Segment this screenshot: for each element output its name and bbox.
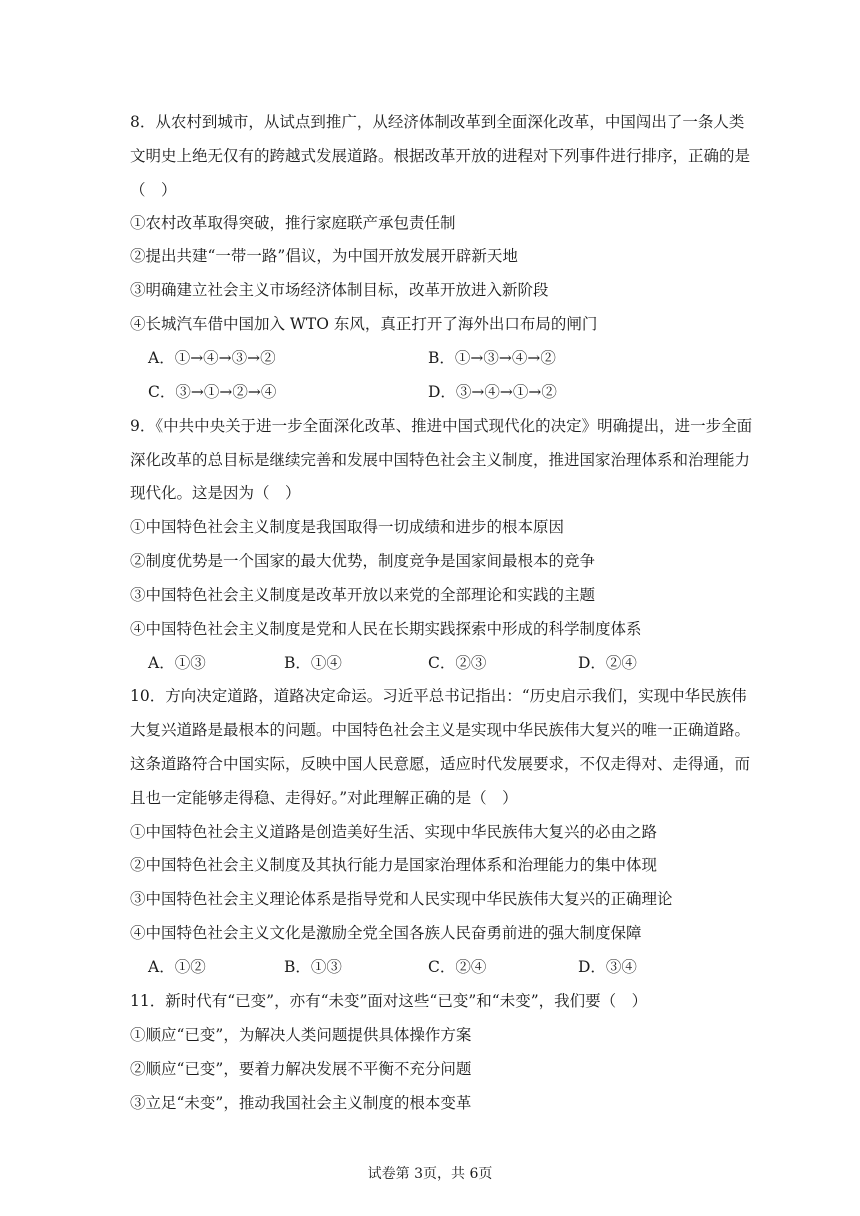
statement-item: ①顺应“已变”，为解决人类问题提供具体操作方案	[130, 1026, 472, 1044]
option-d[interactable]: D．②④	[578, 654, 637, 672]
question-stem-line: 9．《中共中央关于进一步全面深化改革、推进中国式现代化的决定》明确提出，进一步全面	[130, 417, 753, 435]
question-stem-line: 11．新时代有“已变”，亦有“未变”面对这些“已变”和“未变”，我们要（ ）	[130, 992, 648, 1010]
option-b[interactable]: B．①④	[284, 654, 342, 672]
option-a[interactable]: A．①→④→③→②	[148, 349, 276, 367]
question-stem-line: 文明史上绝无仅有的跨越式发展道路。根据改革开放的进程对下列事件进行排序，正确的是	[130, 147, 751, 165]
statement-item: ③立足“未变”，推动我国社会主义制度的根本变革	[130, 1094, 472, 1112]
option-c[interactable]: C．②③	[428, 654, 487, 672]
statement-item: ②中国特色社会主义制度及其执行能力是国家治理体系和治理能力的集中体现	[130, 856, 658, 874]
option-b[interactable]: B．①③	[284, 958, 342, 976]
statement-item: ④中国特色社会主义文化是激励全党全国各族人民奋勇前进的强大制度保障	[130, 924, 642, 942]
option-b[interactable]: B．①→③→④→②	[428, 349, 556, 367]
statement-item: ①农村改革取得突破，推行家庭联产承包责任制	[130, 214, 456, 232]
question-stem-line: 大复兴道路是最根本的问题。中国特色社会主义是实现中华民族伟大复兴的唯一正确道路。	[130, 721, 751, 739]
question-stem-line: 8．从农村到城市，从试点到推广，从经济体制改革到全面深化改革，中国闯出了一条人类	[130, 113, 745, 131]
question-stem-line: 10．方向决定道路，道路决定命运。习近平总书记指出：“历史启示我们，实现中华民族伟	[130, 687, 747, 705]
statement-item: ②顺应“已变”，要着力解决发展不平衡不充分问题	[130, 1060, 472, 1078]
question-stem-line: 深化改革的总目标是继续完善和发展中国特色社会主义制度，推进国家治理体系和治理能力	[130, 451, 751, 469]
question-stem-line: （ ）	[130, 181, 177, 199]
option-c[interactable]: C．②④	[428, 958, 487, 976]
statement-item: ③明确建立社会主义市场经济体制目标，改革开放进入新阶段	[130, 281, 549, 299]
question-stem-line: 且也一定能够走得稳、走得好。”对此理解正确的是（ ）	[130, 789, 518, 807]
statement-item: ③中国特色社会主义理论体系是指导党和人民实现中华民族伟大复兴的正确理论	[130, 890, 673, 908]
page-footer: 试卷第 3页，共 6页	[367, 1166, 493, 1182]
statement-item: ③中国特色社会主义制度是改革开放以来党的全部理论和实践的主题	[130, 586, 596, 604]
option-d[interactable]: D．③④	[578, 958, 637, 976]
option-a[interactable]: A．①②	[148, 958, 206, 976]
statement-item: ④中国特色社会主义制度是党和人民在长期实践探索中形成的科学制度体系	[130, 620, 642, 638]
statement-item: ①中国特色社会主义制度是我国取得一切成绩和进步的根本原因	[130, 518, 565, 536]
statement-item: ②提出共建“一带一路”倡议，为中国开放发展开辟新天地	[130, 247, 518, 265]
statement-item: ①中国特色社会主义道路是创造美好生活、实现中华民族伟大复兴的必由之路	[130, 823, 658, 841]
statement-item: ②制度优势是一个国家的最大优势，制度竞争是国家间最根本的竞争	[130, 552, 596, 570]
option-d[interactable]: D．③→④→①→②	[428, 383, 557, 401]
option-c[interactable]: C．③→①→②→④	[148, 383, 277, 401]
option-a[interactable]: A．①③	[148, 654, 206, 672]
question-stem-line: 现代化。这是因为（ ）	[130, 484, 301, 502]
question-stem-line: 这条道路符合中国实际，反映中国人民意愿，适应时代发展要求，不仅走得对、走得通，而	[130, 755, 751, 773]
statement-item: ④长城汽车借中国加入 WTO 东风，真正打开了海外出口布局的闸门	[130, 315, 598, 333]
